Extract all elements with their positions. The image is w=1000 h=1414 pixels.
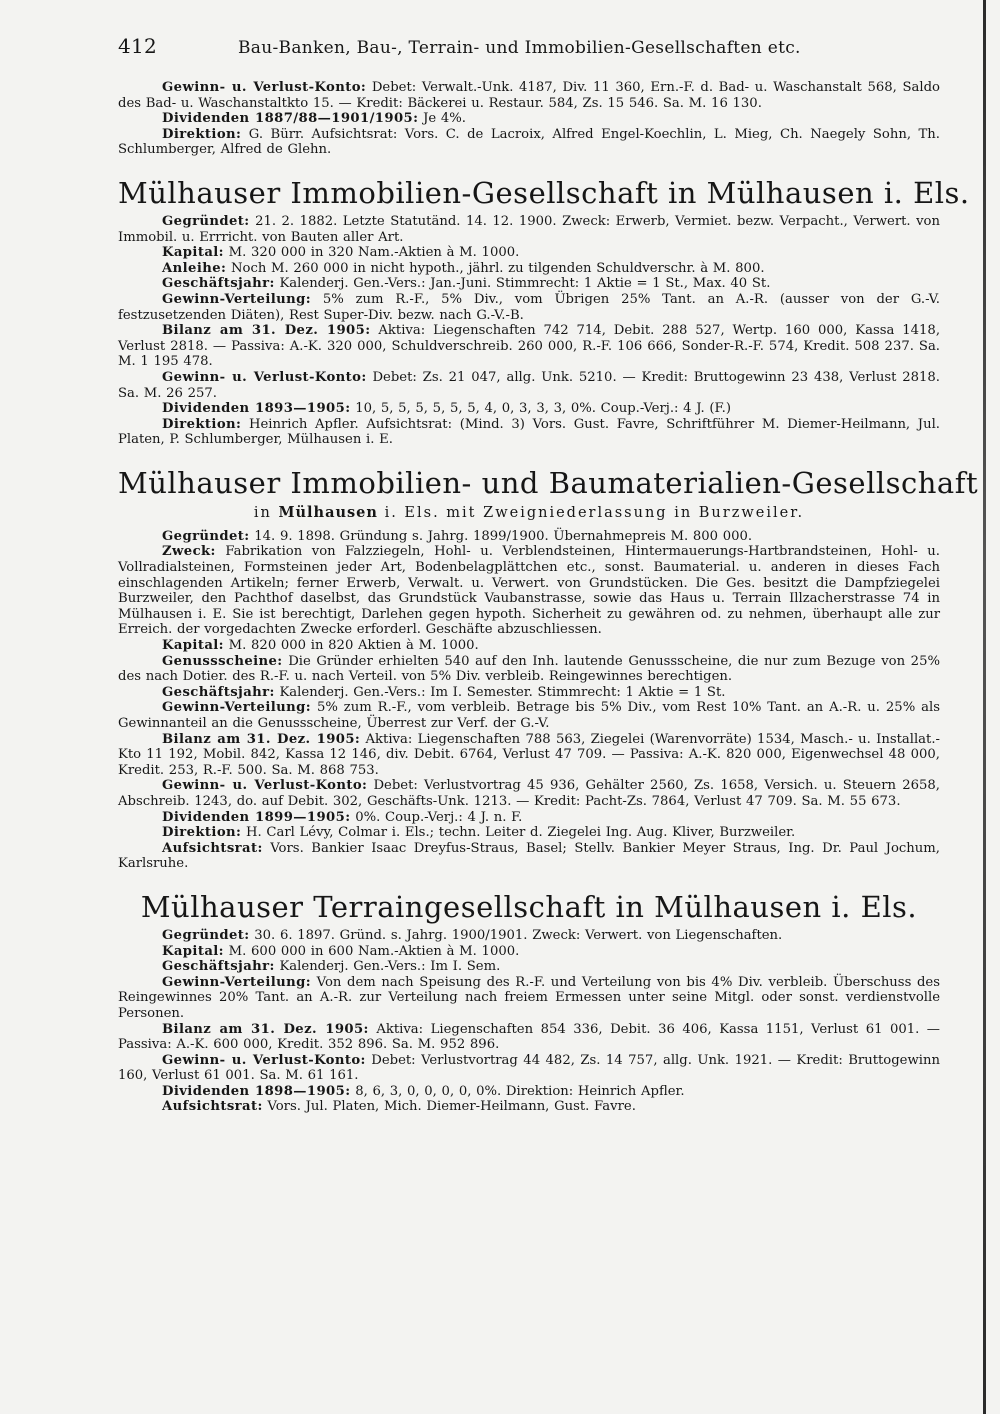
page-number: 412 bbox=[118, 34, 158, 58]
entry-text: 21. 2. 1882. Letzte Statutänd. 14. 12. 1900. Zweck: Erwerb, Vermiet. bezw. Verpacht., Verwert. von Immobil. u. Errricht. von Bauten aller Art. bbox=[118, 213, 940, 245]
entry-text: Kalenderj. Gen.-Vers.: Im I. Semester. Stimmrecht: 1 Aktie = 1 St. bbox=[279, 684, 726, 700]
entry bbox=[118, 323, 940, 370]
subtitle-suffix: i. Els. mit Zweigniederlassung in Burzweiler. bbox=[384, 504, 805, 521]
entry bbox=[118, 928, 940, 944]
entry bbox=[118, 825, 940, 841]
entry-label: Aufsichtsrat: bbox=[162, 1099, 263, 1115]
entry-label: Bilanz am 31. Dez. 1905: bbox=[162, 323, 371, 339]
entry bbox=[118, 1053, 940, 1084]
entry-label: Anleihe: bbox=[162, 260, 227, 276]
entry bbox=[118, 1022, 940, 1053]
entry-label: Gewinn- u. Verlust-Konto: bbox=[162, 778, 368, 794]
entry-label: Bilanz am 31. Dez. 1905: bbox=[162, 1021, 369, 1037]
entry bbox=[118, 417, 940, 448]
subtitle-prefix: in bbox=[253, 504, 272, 521]
entry-text: 8, 6, 3, 0, 0, 0, 0, 0%. Direktion: Heinrich Apfler. bbox=[355, 1083, 685, 1099]
entry-text: Debet: Zs. 21 047, allg. Unk. 5210. — Kredit: Bruttogewinn 23 438, Verlust 2818. Sa. M. 26 257. bbox=[118, 369, 940, 401]
entry-label: Genussscheine: bbox=[162, 653, 283, 669]
entry bbox=[118, 944, 940, 960]
entry bbox=[118, 261, 940, 277]
entry bbox=[118, 841, 940, 872]
entry bbox=[118, 401, 940, 417]
entry bbox=[118, 276, 940, 292]
entry-label: Gewinn-Verteilung: bbox=[162, 700, 312, 716]
company-title: Mülhauser Terraingesellschaft in Mülhausen i. Els. bbox=[140, 889, 918, 924]
entry-label: Kapital: bbox=[162, 638, 224, 654]
entry bbox=[118, 975, 940, 1022]
entry-label: Gewinn-Verteilung: bbox=[162, 974, 312, 990]
entry-text: Aktiva: Liegenschaften 854 336, Debit. 36 406, Kassa 1151, Verlust 61 001. — Passiva: A.-K. 600 000, Kredit. 352 896. Sa. M. 952 896. bbox=[118, 1021, 940, 1053]
entry-text: Vors. Bankier Isaac Dreyfus-Straus, Basel; Stellv. Bankier Meyer Straus, Ing. Dr. Paul Jochum, Karlsruhe. bbox=[118, 840, 940, 872]
company-title: Mülhauser Immobilien-Gesellschaft in Mülhausen i. Els. bbox=[118, 175, 970, 210]
entry bbox=[118, 529, 940, 545]
company-section bbox=[118, 465, 979, 872]
entry-label: Gewinn- u. Verlust-Konto: bbox=[162, 80, 367, 95]
entry bbox=[118, 638, 940, 654]
entry-text: Aktiva: Liegenschaften 742 714, Debit. 288 527, Wertp. 160 000, Kassa 1418, Verlust 2818. — Passiva: A.-K. 320 000, Schuldverschreib. 260 000, R.-F. 106 666, Sonder-R.-F. 574, Kredit. 508 237. Sa. M. 1 195 478. bbox=[118, 323, 941, 370]
entry-label: Direktion: bbox=[162, 416, 242, 432]
entry-label: Dividenden 1893—1905: bbox=[162, 401, 351, 417]
entry-text: 30. 6. 1897. Gründ. s. Jahrg. 1900/1901. Zweck: Verwert. von Liegenschaften. bbox=[254, 927, 783, 943]
company-section bbox=[118, 890, 940, 1115]
entry bbox=[118, 292, 940, 323]
entry-text: Noch M. 260 000 in nicht hypoth., jährl. zu tilgenden Schuldverschr. à M. 800. bbox=[230, 260, 765, 276]
entry-label: Geschäftsjahr: bbox=[162, 959, 275, 975]
company-subtitle bbox=[118, 504, 940, 521]
entry bbox=[118, 127, 940, 158]
entry-text: H. Carl Lévy, Colmar i. Els.; techn. Leiter d. Ziegelei Ing. Aug. Kliver, Burzweiler. bbox=[245, 825, 796, 841]
company-title: Mülhauser Immobilien- und Baumaterialien-Gesellschaft bbox=[118, 465, 979, 500]
entry-text: Kalenderj. Gen.-Vers.: Jan.-Juni. Stimmrecht: 1 Aktie = 1 St., Max. 40 St. bbox=[279, 276, 771, 292]
entry bbox=[118, 1099, 940, 1115]
entry bbox=[118, 80, 940, 111]
entry-label: Bilanz am 31. Dez. 1905: bbox=[162, 731, 361, 747]
entry bbox=[118, 111, 940, 127]
entry-label: Kapital: bbox=[162, 943, 224, 959]
entry bbox=[118, 654, 940, 685]
company-section bbox=[118, 175, 970, 448]
entry-text: 5% zum R.-F., vom verbleib. Betrage bis 5% Div., vom Rest 10% Tant. an A.-R. u. 25% als Gewinnanteil an die Genussscheine, Überrest zur Verf. der G.-V. bbox=[118, 700, 940, 731]
entry-text: Heinrich Apfler. Aufsichtsrat: (Mind. 3) Vors. Gust. Favre, Schriftführer M. Diemer-Heilmann, Jul. Platen, P. Schlumberger, Mülhausen i. E. bbox=[118, 416, 940, 448]
entry-text: 14. 9. 1898. Gründung s. Jahrg. 1899/1900. Übernahmepreis M. 800 000. bbox=[254, 528, 753, 544]
entry-text: Die Gründer erhielten 540 auf den Inh. lautende Genussscheine, die nur zum Bezuge von 25% des nach Dotier. des R.-F. u. nach Verteil. von 5% Div. verbleib. Reingewinnes berechtigen. bbox=[118, 653, 940, 685]
entry-label: Dividenden 1898—1905: bbox=[162, 1083, 351, 1099]
subtitle-city: Mülhausen bbox=[278, 503, 378, 521]
entry-label: Gegründet: bbox=[162, 528, 250, 544]
entry-label: Geschäftsjahr: bbox=[162, 684, 275, 700]
entry-label: Gewinn- u. Verlust-Konto: bbox=[162, 1052, 366, 1068]
entry-label: Geschäftsjahr: bbox=[162, 276, 275, 292]
entry bbox=[118, 1084, 940, 1100]
entry-label: Gewinn- u. Verlust-Konto: bbox=[162, 369, 367, 385]
entry-label: Gewinn-Verteilung: bbox=[162, 291, 312, 307]
entry-text: Debet: Verwalt.-Unk. 4187, Div. 11 360, Ern.-F. d. Bad- u. Waschanstalt 568, Saldo des Bad- u. Waschanstaltkto 15. — Kredit: Bäckerei u. Restaur. 584, Zs. 15 546. Sa. M. 16 130. bbox=[118, 80, 940, 111]
entry-label: Dividenden 1887/88—1901/1905: bbox=[162, 111, 419, 127]
entry-label: Dividenden 1899—1905: bbox=[162, 809, 351, 825]
running-header bbox=[118, 34, 940, 58]
page-edge-line bbox=[983, 0, 986, 1414]
entry-label: Kapital: bbox=[162, 245, 224, 261]
entry-label: Zweck: bbox=[162, 544, 216, 560]
entry bbox=[118, 778, 940, 809]
entry-label: Aufsichtsrat: bbox=[162, 840, 263, 856]
entry bbox=[118, 685, 940, 701]
entry-label: Gegründet: bbox=[162, 927, 250, 943]
entry-text: Debet: Verlustvortrag 44 482, Zs. 14 757, allg. Unk. 1921. — Kredit: Bruttogewinn 160, Verlust 61 001. Sa. M. 61 161. bbox=[118, 1052, 940, 1084]
entry-text: Kalenderj. Gen.-Vers.: Im I. Sem. bbox=[279, 959, 501, 975]
entry bbox=[118, 959, 940, 975]
entry-text: 5% zum R.-F., 5% Div., vom Übrigen 25% Tant. an A.-R. (ausser von der G.-V. festzusetzenden Diäten), Rest Super-Div. bezw. nach G.-V.-B. bbox=[118, 291, 940, 323]
entry-text: Debet: Verlustvortrag 45 936, Gehälter 2560, Zs. 1658, Versich. u. Steuern 2658, Abschreib. 1243, do. auf Debit. 302, Geschäfts-Unk. 1213. — Kredit: Pacht-Zs. 7864, Verlust 47 709. Sa. M. 55 673. bbox=[118, 778, 940, 809]
entry-text: Vors. Jul. Platen, Mich. Diemer-Heilmann, Gust. Favre. bbox=[267, 1099, 636, 1115]
entry-label: Direktion: bbox=[162, 825, 242, 841]
entry bbox=[118, 700, 940, 731]
entry-label: Gegründet: bbox=[162, 213, 250, 229]
entry-label: Direktion: bbox=[162, 126, 242, 142]
entry-text: M. 820 000 in 820 Aktien à M. 1000. bbox=[228, 638, 479, 654]
entry bbox=[118, 732, 940, 779]
entry-text: M. 320 000 in 320 Nam.-Aktien à M. 1000. bbox=[228, 245, 520, 261]
entry-text: Je 4%. bbox=[423, 111, 466, 127]
entry bbox=[118, 544, 940, 638]
entry bbox=[118, 810, 940, 826]
running-title: Bau-Banken, Bau-, Terrain- und Immobilien-Gesellschaften etc. bbox=[238, 38, 801, 58]
entry-text: Fabrikation von Falzziegeln, Hohl- u. Verblendsteinen, Hintermauerungs-Hartbrandsteinen, Hohl- u. Vollradialsteinen, Formsteinen jeder Art, Bodenbelagplättchen etc., sonst. Baumaterial. u. anderen in dieses Fach einschlagenden Artikeln; ferner Erwerb, Verwalt. u. Verwert. von Grundstücken. Die Ges. besitzt die Dampfziegelei Burzweiler, den Pachthof daselbst, das Grundstück Vaubanstrasse, sowie das Haus u. Terrain Illzacherstrasse 74 in Mülhausen i. E. Sie ist berechtigt, Darlehen gegen hypoth. Sicherheit zu gewähren od. zu nehmen, überhaupt alle zur Erreich. der vorgedachten Zwecke erforderl. Geschäfte abzuschliessen. bbox=[118, 544, 940, 638]
intro-block bbox=[118, 80, 940, 158]
entry bbox=[118, 370, 940, 401]
entry-text: Von dem nach Speisung des R.-F. und Verteilung von bis 4% Div. verbleib. Überschuss des Reingewinnes 20% Tant. an A.-R. zur Verteilung nach freiem Ermessen unter seine Mitgl. oder sonst. verdienstvolle Personen. bbox=[118, 974, 940, 1021]
entry bbox=[118, 245, 940, 261]
entry-text: Aktiva: Liegenschaften 788 563, Ziegelei (Warenvorräte) 1534, Masch.- u. Installat.-Kto 11 192, Mobil. 842, Kassa 12 146, div. Debit. 6764, Verlust 47 709. — Passiva: A.-K. 820 000, Eigenwechsel 48 000, Kredit. 253, R.-F. 500. Sa. M. 868 753. bbox=[118, 731, 940, 778]
entry-text: G. Bürr. Aufsichtsrat: Vors. C. de Lacroix, Alfred Engel-Koechlin, L. Mieg, Ch. Naegely Sohn, Th. Schlumberger, Alfred de Glehn. bbox=[118, 126, 940, 158]
entry-text: M. 600 000 in 600 Nam.-Aktien à M. 1000. bbox=[228, 943, 520, 959]
entry-text: 0%. Coup.-Verj.: 4 J. n. F. bbox=[355, 809, 523, 825]
entry-text: 10, 5, 5, 5, 5, 5, 5, 4, 0, 3, 3, 3, 0%. Coup.-Verj.: 4 J. (F.) bbox=[355, 401, 731, 417]
entry bbox=[118, 214, 940, 245]
